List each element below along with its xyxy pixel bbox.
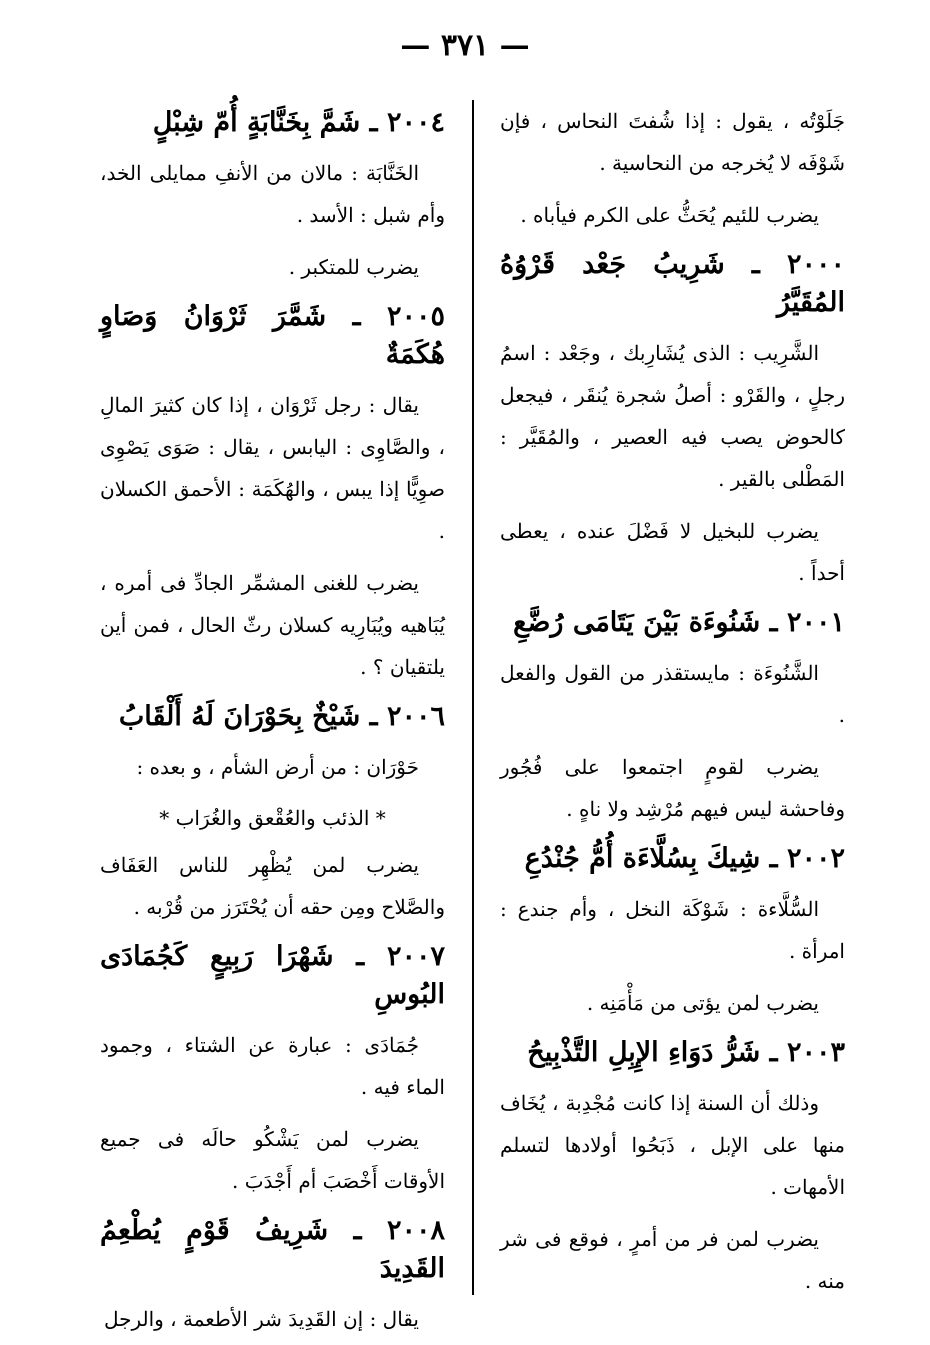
text-paragraph: يضرب للمتكبر .: [288, 255, 419, 279]
right-column: [500, 100, 845, 1310]
text-paragraph: حَوْرَان : من أرض الشأم ، و بعده :: [136, 755, 419, 779]
text-paragraph: الشَّنُوءَة : مايستقذر من القول والفعل .: [500, 661, 845, 727]
text-paragraph: يضرب للبخيل لا فَضْلَ عنده ، يعطى أحداً .: [500, 519, 845, 585]
page-number: — ٣٧١ —: [400, 28, 530, 63]
text-paragraph: السُّلَّاءة : شَوْكَة النخل ، وأم جندع : امرأة .: [500, 897, 845, 963]
text-paragraph: جُمَادَى : عبارة عن الشتاء ، وجمود الماء فيه .: [100, 1033, 445, 1099]
text-paragraph: يضرب لمن فر من أمرٍ ، فوقع فى شر منه .: [500, 1227, 845, 1293]
text-paragraph: الشَّرِيب : الذى يُشَارِبك ، وجَعْد : اسمُ رجلٍ ، والقَرْو : أصلُ شجرة يُنقَر ، فيجعل كالحوض يصب فيه العصير ، والمُقَيَّر : المَطْلى بالقير .: [500, 341, 845, 491]
proverb-heading: ٢٠٠٣ ـ شَرُّ دَوَاءِ الإِبِلِ التَّذْبِيحُ: [527, 1037, 845, 1068]
text-paragraph: وذلك أن السنة إذا كانت مُجْدِبة ، يُخَاف منها على الإبل ، ذَبَحُوا أولادها لتسلم الأمهات .: [500, 1091, 845, 1199]
proverb-heading: ٢٠٠٧ ـ شَهْرَا رَبِيعٍ كَجُمَادَى البُوسِ: [100, 941, 445, 1010]
proverb-heading: ٢٠٠٦ ـ شَيْخٌ بِحَوْرَانَ لَهُ أَلْقَابُ: [118, 701, 445, 732]
left-column: [100, 100, 445, 1331]
proverb-heading: ٢٠٠٨ ـ شَرِيفُ قَوْمٍ يُطْعِمُ القَدِيدَ: [100, 1215, 445, 1284]
text-paragraph: يضرب لمن يؤتى من مَأْمَنِه .: [586, 991, 819, 1015]
text-paragraph: يضرب للئيم يُحَثُّ على الكرم فيأباه .: [520, 203, 819, 227]
proverb-heading: ٢٠٠١ ـ شَنُوءَة بَيْنَ يَتَامَى رُضَّعِ: [513, 607, 845, 638]
text-paragraph: جَلَوْتُه ، يقول : إذا شُفتَ النحاس ، فإن شَوْفَه لا يُخرجه من النحاسية .: [500, 109, 845, 175]
column-divider: [472, 100, 474, 1295]
proverb-heading: ٢٠٠٥ ـ شَمَّرَ ثَرْوَانُ وَصَاوٍ هُكَمَةٌ: [100, 301, 445, 370]
text-paragraph: يقال : إن القَدِيدَ شر الأطعمة ، والرجل: [103, 1307, 419, 1331]
text-paragraph: يضرب لقومٍ اجتمعوا على فُجُور وفاحشة ليس فيهم مُرْشِد ولا ناهٍ .: [500, 755, 845, 821]
proverb-heading: ٢٠٠٠ ـ شَرِيبُ جَعْد قَرْوُهُ المُقَيَّرُ: [500, 249, 845, 318]
verse-line: * الذئب والعُقْعق والغُرَاب *: [159, 806, 386, 830]
text-paragraph: يضرب لمن يُظْهِر للناس العَفَاف والصَّلاح ومِن حقه أن يُحْتَرَز من قُرْبه .: [100, 853, 445, 919]
text-paragraph: يضرب للغنى المشمِّر الجادِّ فى أمره ، يُبَاهيه ويُبَارِيه كسلان رثّ الحال ، فمن أين يلتقيان ؟ .: [100, 571, 445, 679]
proverb-heading: ٢٠٠٢ ـ شِيكَ بِسُلَّاءَة أُمُّ جُنْدُعِ: [524, 843, 845, 874]
proverb-heading: ٢٠٠٤ ـ شَمَّ بِخَنَّابَةٍ أُمّ شِبْلٍ: [152, 107, 445, 138]
text-paragraph: يقال : رجل ثَرْوَان ، إذا كان كثيرَ المالِ ، والصَّاوِى : اليابس ، يقال : صَوَى يَصْوِى صوِيًّا إذا يبس ، والهُكَمَة : الأحمق الكسلان .: [100, 393, 445, 543]
text-paragraph: الخَنَّابَة : مالان من الأنفِ ممايلى الخد، وأم شبل : الأسد .: [100, 161, 445, 227]
text-paragraph: يضرب لمن يَشْكُو حالَه فى جميع الأوقات أَخْصَبَ أم أَجْدَبَ .: [100, 1127, 445, 1193]
